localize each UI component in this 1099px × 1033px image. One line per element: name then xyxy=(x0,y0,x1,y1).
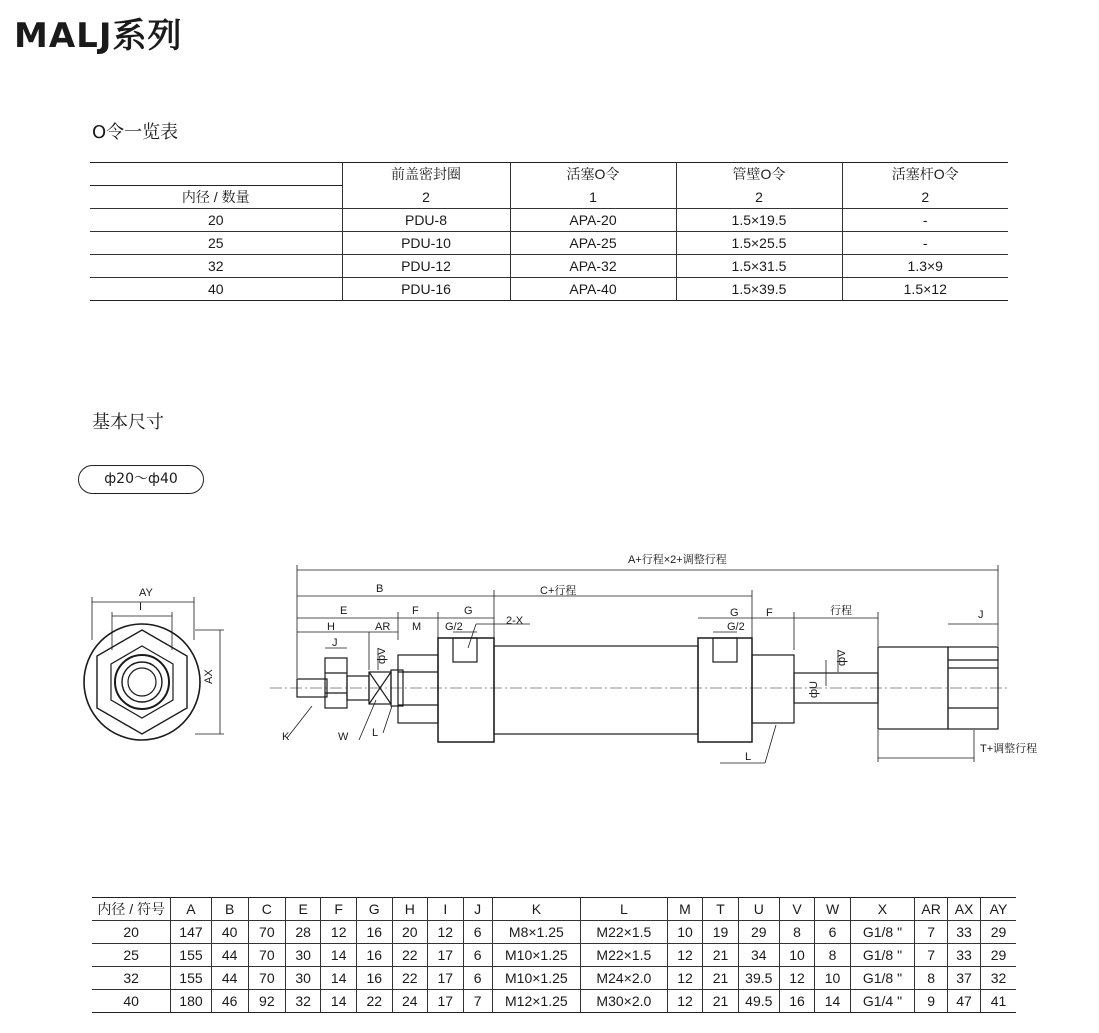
size-cell: 21 xyxy=(703,944,739,967)
size-row xyxy=(92,944,1016,967)
size-cell: 40 xyxy=(211,921,248,944)
size-cell: 16 xyxy=(356,944,392,967)
dim-F-rear: F xyxy=(766,607,773,619)
size-cell: M22×1.5 xyxy=(580,944,667,967)
dim-M: M xyxy=(412,621,422,633)
front-view xyxy=(84,597,224,740)
dimensions-heading: 基本尺寸 xyxy=(92,412,164,433)
size-cell: 92 xyxy=(248,990,285,1013)
o-ring-cell: 1.5×25.5 xyxy=(676,232,842,255)
size-cell: G1/8 " xyxy=(850,944,914,967)
size-cell: M10×1.25 xyxy=(492,967,580,990)
dim-phiV-rear: фV xyxy=(836,649,848,666)
o-ring-cell: 1.5×39.5 xyxy=(676,278,842,301)
size-cell: 70 xyxy=(248,944,285,967)
size-cell: 46 xyxy=(211,990,248,1013)
size-cell: 155 xyxy=(171,967,211,990)
dim-total: A+行程×2+调整行程 xyxy=(628,554,727,566)
size-table xyxy=(92,897,1016,1013)
size-cell: 14 xyxy=(321,967,357,990)
size-cell: 21 xyxy=(703,967,739,990)
dim-L-front: L xyxy=(372,727,379,739)
size-cell: M10×1.25 xyxy=(492,944,580,967)
size-cell: 6 xyxy=(463,944,492,967)
size-cell: 30 xyxy=(285,944,321,967)
dim-AX: AX xyxy=(203,669,215,684)
size-cell: 10 xyxy=(779,944,815,967)
dim-E: E xyxy=(340,605,348,617)
size-cell: 19 xyxy=(703,921,739,944)
size-cell: G1/4 " xyxy=(850,990,914,1013)
bore-cell: 20 xyxy=(90,209,342,232)
size-cell: 12 xyxy=(321,921,357,944)
size-cell: 44 xyxy=(211,944,248,967)
quantity-cell: 2 xyxy=(842,186,1008,209)
o-ring-cell: APA-40 xyxy=(510,278,676,301)
size-cell: 17 xyxy=(428,967,464,990)
dim-K: K xyxy=(282,731,290,743)
bore-cell: 32 xyxy=(92,967,171,990)
size-row xyxy=(92,967,1016,990)
dim-G2-front: G/2 xyxy=(445,621,463,633)
size-col-header: I xyxy=(428,898,464,921)
size-row xyxy=(92,990,1016,1013)
size-col-header: AX xyxy=(948,898,981,921)
dim-J-rear: J xyxy=(978,609,984,621)
size-row xyxy=(92,921,1016,944)
dim-G2-rear: G/2 xyxy=(727,621,745,633)
size-cell: 9 xyxy=(915,990,948,1013)
size-cell: 14 xyxy=(321,990,357,1013)
size-cell: 14 xyxy=(321,944,357,967)
size-col-header: G xyxy=(356,898,392,921)
dim-B: B xyxy=(376,583,384,595)
size-col-header: B xyxy=(211,898,248,921)
size-col-header: M xyxy=(667,898,703,921)
o-ring-cell: APA-32 xyxy=(510,255,676,278)
size-cell: 22 xyxy=(392,944,428,967)
size-cell: 180 xyxy=(171,990,211,1013)
size-cell: 10 xyxy=(667,921,703,944)
size-cell: 16 xyxy=(356,967,392,990)
o-ring-cell: PDU-10 xyxy=(342,232,510,255)
size-table-header xyxy=(92,898,1016,921)
size-col-header: H xyxy=(392,898,428,921)
size-cell: 33 xyxy=(948,921,981,944)
size-cell: 16 xyxy=(356,921,392,944)
size-col-header: V xyxy=(779,898,815,921)
size-cell: 29 xyxy=(980,921,1016,944)
size-cell: 49.5 xyxy=(738,990,779,1013)
quantity-cell: 1 xyxy=(510,186,676,209)
size-cell: 29 xyxy=(738,921,779,944)
size-cell: 16 xyxy=(779,990,815,1013)
o-ring-cell: PDU-8 xyxy=(342,209,510,232)
size-cell: 44 xyxy=(211,967,248,990)
size-cell: 147 xyxy=(171,921,211,944)
size-col-header: U xyxy=(738,898,779,921)
size-col-header: J xyxy=(463,898,492,921)
size-cell: 22 xyxy=(392,967,428,990)
size-cell: 30 xyxy=(285,967,321,990)
bore-cell: 20 xyxy=(92,921,171,944)
size-cell: 10 xyxy=(815,967,851,990)
dim-I: I xyxy=(139,601,143,613)
dim-G-front: G xyxy=(464,605,473,617)
dim-T: T+调整行程 xyxy=(980,743,1038,755)
dim-AY: AY xyxy=(139,587,153,599)
o-ring-cell: PDU-12 xyxy=(342,255,510,278)
dim-L-rear: L xyxy=(745,751,752,763)
dim-phiV-front: фV xyxy=(376,647,388,664)
size-cell: 32 xyxy=(285,990,321,1013)
size-cell: 70 xyxy=(248,967,285,990)
size-cell: 6 xyxy=(463,921,492,944)
o-ring-cell: APA-20 xyxy=(510,209,676,232)
size-cell: 28 xyxy=(285,921,321,944)
row-label: 内径 / 数量 xyxy=(181,189,250,205)
o-ring-heading: O令一览表 xyxy=(92,122,179,143)
size-cell: 24 xyxy=(392,990,428,1013)
dim-J-front: J xyxy=(332,637,338,649)
size-cell: M30×2.0 xyxy=(580,990,667,1013)
size-cell: 12 xyxy=(428,921,464,944)
size-col-header: T xyxy=(703,898,739,921)
size-cell: 12 xyxy=(779,967,815,990)
o-ring-cell: APA-25 xyxy=(510,232,676,255)
page-title: MALJ系列 xyxy=(14,16,183,56)
size-cell: M22×1.5 xyxy=(580,921,667,944)
size-cell: 39.5 xyxy=(738,967,779,990)
size-col-header: K xyxy=(492,898,580,921)
col-header: 活塞杆O令 xyxy=(842,163,1008,186)
size-cell: 29 xyxy=(980,944,1016,967)
size-cell: M24×2.0 xyxy=(580,967,667,990)
size-cell: 32 xyxy=(980,967,1016,990)
dim-W: W xyxy=(338,731,349,743)
size-cell: 8 xyxy=(815,944,851,967)
size-cell: 12 xyxy=(667,990,703,1013)
size-cell: 7 xyxy=(463,990,492,1013)
size-cell: 8 xyxy=(915,967,948,990)
size-col-header: X xyxy=(850,898,914,921)
o-ring-cell: - xyxy=(842,209,1008,232)
size-cell: 17 xyxy=(428,944,464,967)
size-cell: 22 xyxy=(356,990,392,1013)
size-cell: 6 xyxy=(815,921,851,944)
bore-cell: 40 xyxy=(90,278,342,301)
o-ring-cell: PDU-16 xyxy=(342,278,510,301)
dim-stroke: 行程 xyxy=(830,605,852,617)
size-col-header: 内径 / 符号 xyxy=(92,898,171,921)
size-cell: 155 xyxy=(171,944,211,967)
col-header: 前盖密封圈 xyxy=(342,163,510,186)
size-cell: 12 xyxy=(667,944,703,967)
size-cell: 33 xyxy=(948,944,981,967)
dim-G-rear: G xyxy=(730,607,739,619)
bore-cell: 25 xyxy=(90,232,342,255)
size-cell: 21 xyxy=(703,990,739,1013)
drawing-labels xyxy=(139,552,1037,763)
size-col-header: AY xyxy=(980,898,1016,921)
o-ring-cell: - xyxy=(842,232,1008,255)
size-cell: 7 xyxy=(915,921,948,944)
size-cell: M12×1.25 xyxy=(492,990,580,1013)
size-cell: 8 xyxy=(779,921,815,944)
col-header: 管壁O令 xyxy=(676,163,842,186)
size-cell: G1/8 " xyxy=(850,967,914,990)
dim-F-front: F xyxy=(412,605,419,617)
size-cell: 6 xyxy=(463,967,492,990)
dim-AR: AR xyxy=(375,621,391,633)
size-cell: M8×1.25 xyxy=(492,921,580,944)
bore-cell: 32 xyxy=(90,255,342,278)
quantity-cell: 2 xyxy=(676,186,842,209)
o-ring-cell: 1.5×12 xyxy=(842,278,1008,301)
size-col-header: W xyxy=(815,898,851,921)
size-cell: 20 xyxy=(392,921,428,944)
size-col-header: A xyxy=(171,898,211,921)
dim-H: H xyxy=(327,621,335,633)
o-ring-cell: 1.5×19.5 xyxy=(676,209,842,232)
o-ring-cell: 1.3×9 xyxy=(842,255,1008,278)
size-cell: 34 xyxy=(738,944,779,967)
size-cell: 37 xyxy=(948,967,981,990)
col-header: 活塞O令 xyxy=(510,163,676,186)
bore-cell: 40 xyxy=(92,990,171,1013)
dim-2X: 2-X xyxy=(506,615,524,627)
size-col-header: E xyxy=(285,898,321,921)
size-cell: G1/8 " xyxy=(850,921,914,944)
size-cell: 47 xyxy=(948,990,981,1013)
bore-cell: 25 xyxy=(92,944,171,967)
dim-phiU: фU xyxy=(808,681,820,698)
bore-range-badge: ф20～ф40 xyxy=(78,465,204,494)
size-cell: 17 xyxy=(428,990,464,1013)
o-ring-cell: 1.5×31.5 xyxy=(676,255,842,278)
size-cell: 7 xyxy=(915,944,948,967)
size-col-header: F xyxy=(321,898,357,921)
size-cell: 12 xyxy=(667,967,703,990)
size-cell: 70 xyxy=(248,921,285,944)
size-col-header: L xyxy=(580,898,667,921)
size-cell: 14 xyxy=(815,990,851,1013)
size-cell: 41 xyxy=(980,990,1016,1013)
size-col-header: C xyxy=(248,898,285,921)
quantity-cell: 2 xyxy=(342,186,510,209)
size-col-header: AR xyxy=(915,898,948,921)
dim-C: C+行程 xyxy=(540,585,577,597)
